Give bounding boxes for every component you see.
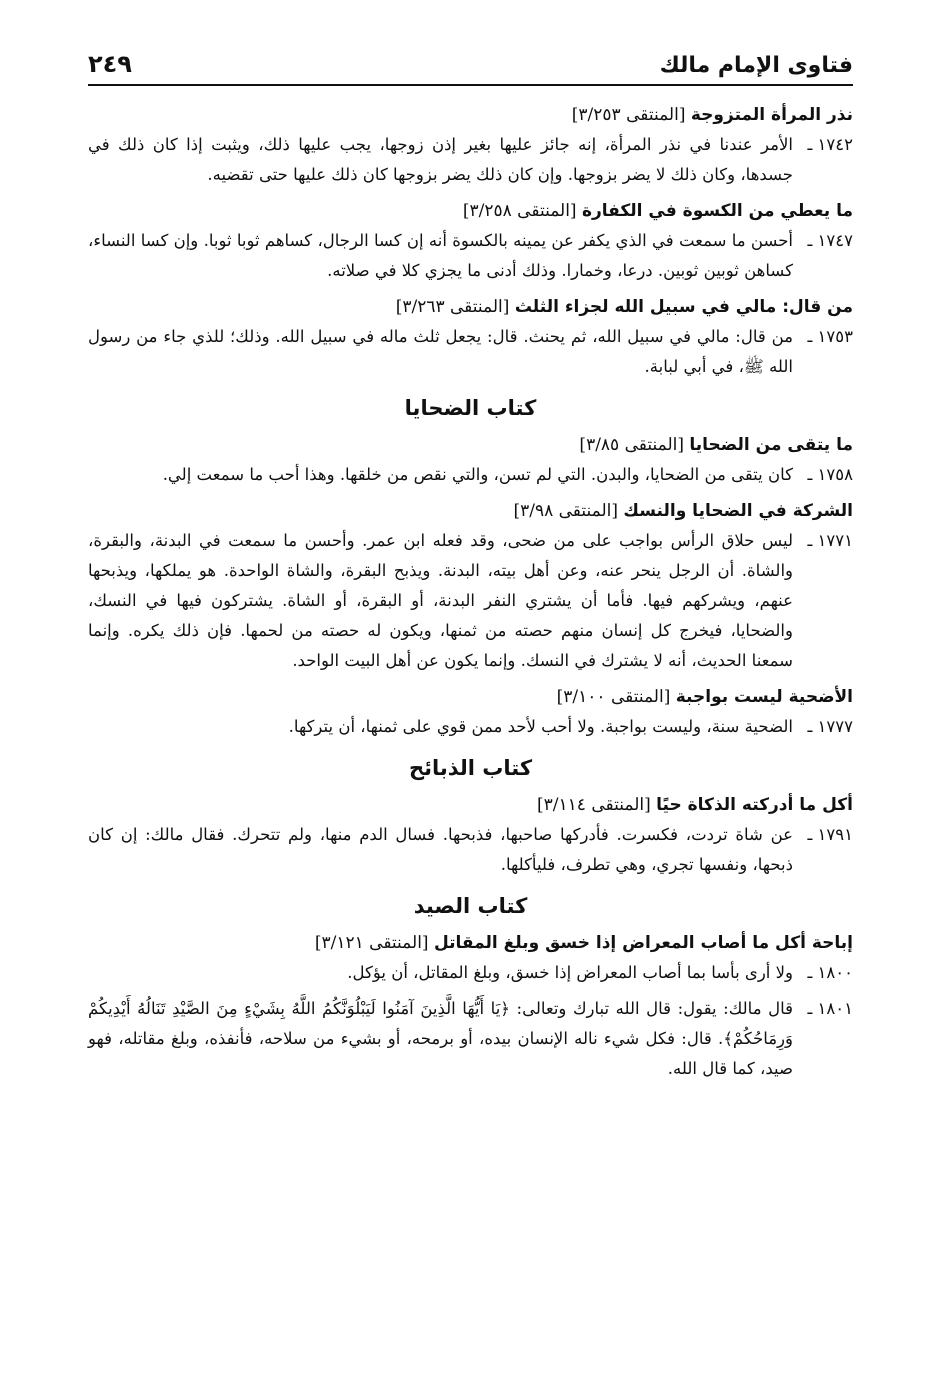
fatwa-entry [88, 958, 853, 988]
entry-text: الأمر عندنا في نذر المرأة، إنه جائز عليها بغير إذن زوجها، يجب عليها ذلك، ويثبت إذا كان ذلك في جسدها، وكان ذلك لا يضر بزوجها. وإن كان ذلك يضر بزوجها كان ذلك عليها حتى تقضيه. [88, 135, 793, 184]
page-content [88, 86, 853, 1084]
section-heading [88, 790, 853, 820]
section-reference: [المنتقى ٣/٢٦٣] [395, 297, 510, 317]
entry-text: ولا أرى بأسا بما أصاب المعراض إذا خسق، وبلغ المقاتل، أن يؤكل. [347, 963, 793, 982]
entry-number: ١٧٤٧ ـ [807, 231, 853, 250]
section-title: ما يتقى من الضحايا [689, 435, 853, 455]
fatwa-entry [88, 460, 853, 490]
entry-number: ١٧٩١ ـ [807, 825, 853, 844]
entry-number: ١٨٠١ ـ [807, 999, 853, 1018]
section-reference: [المنتقى ٣/١٠٠] [556, 687, 671, 707]
fatwa-entry [88, 994, 853, 1084]
section-title: ما يعطي من الكسوة في الكفارة [581, 201, 853, 221]
book-heading: كتاب الضحايا [404, 396, 537, 420]
section-heading [88, 496, 853, 526]
fatwa-entry [88, 820, 853, 880]
section-reference: [المنتقى ٣/١١٤] [537, 795, 651, 815]
entry-text: أحسن ما سمعت في الذي يكفر عن يمينه بالكسوة أنه إن كسا الرجال، كساهم ثوبا ثوبا. وإن كسا النساء، كساهن ثوبين ثوبين. درعا، وخمارا. وذلك أدنى ما يجزي كلا في صلاته. [88, 231, 793, 280]
page-header [88, 46, 853, 86]
section-title: الشركة في الضحايا والنسك [623, 501, 853, 521]
entry-number: ١٧٧٧ ـ [807, 717, 853, 736]
book-heading: كتاب الصيد [413, 894, 528, 918]
running-title: فتاوى الإمام مالك [659, 53, 853, 78]
section-heading [88, 100, 853, 130]
section-reference: [المنتقى ٣/١٢١] [314, 933, 429, 953]
section-title: من قال: مالي في سبيل الله لجزاء الثلث [514, 297, 853, 317]
section-heading [88, 682, 853, 712]
entry-text: من قال: مالي في سبيل الله، ثم يحنث. قال: يجعل ثلث ماله في سبيل الله. وذلك؛ للذي جاء من رسول الله ﷺ، في أبي لبابة. [88, 327, 793, 376]
entry-number: ١٧٥٣ ـ [807, 327, 853, 346]
entry-text: كان يتقى من الضحايا، والبدن. التي لم تسن، والتي نقص من خلقها. وهذا أحب ما سمعت إلي. [162, 465, 793, 484]
book-heading: كتاب الذبائح [408, 756, 533, 780]
section-title: أكل ما أدركته الذكاة حيًا [656, 795, 853, 815]
entry-text: ليس حلاق الرأس بواجب على من ضحى، وقد فعله ابن عمر. وأحسن ما سمعت في البدنة، والبقرة، والشاة. أن الرجل ينحر عنه، وعن أهل بيته، البدنة. ويذبح البقرة، والشاة الواحدة. هو يملكها، ويذبحها عنهم، ويشركهم فيها. فأما أن يشتري النفر البدنة، أو البقرة، أو الشاة. يشتركون فيها في النسك، والضحايا، فيخرج كل إنسان منهم حصته من ثمنها، ويكون له حصته من لحمها. فإن ذلك يكره. وإنما سمعنا الحديث، أنه لا يشترك في النسك. وإنما يكون عن أهل البيت الواحد. [88, 531, 793, 670]
section-title: الأضحية ليست بواجبة [675, 687, 853, 707]
fatwa-entry [88, 526, 853, 676]
section-title: نذر المرأة المتزوجة [690, 105, 853, 125]
fatwa-entry [88, 322, 853, 382]
entry-number: ١٧٧١ ـ [807, 531, 853, 550]
page-number: ٢٤٩ [88, 50, 132, 78]
section-reference: [المنتقى ٣/٩٨] [513, 501, 619, 521]
section-reference: [المنتقى ٣/٢٥٣] [571, 105, 686, 125]
entry-number: ١٨٠٠ ـ [807, 963, 853, 982]
entry-number: ١٧٥٨ ـ [807, 465, 853, 484]
section-heading [88, 430, 853, 460]
entry-number: ١٧٤٢ ـ [807, 135, 853, 154]
section-heading [88, 292, 853, 322]
fatwa-entry [88, 130, 853, 190]
entry-text: عن شاة تردت، فكسرت. فأدركها صاحبها، فذبحها. فسال الدم منها، ولم تتحرك. فقال مالك: إن كان ذبحها، ونفسها تجري، وهي تطرف، فليأكلها. [88, 825, 793, 874]
section-title: إباحة أكل ما أصاب المعراض إذا خسق وبلغ المقاتل [433, 933, 853, 953]
entry-text: قال مالك: يقول: قال الله تبارك وتعالى: ﴿يَا أَيُّهَا الَّذِينَ آمَنُوا لَيَبْلُوَنَّكُمُ اللَّهُ بِشَيْءٍ مِنَ الصَّيْدِ تَنَالُهُ أَيْدِيكُمْ وَرِمَاحُكُمْ﴾. قال: فكل شيء ناله الإنسان بيده، أو برمحه، أو بشيء من سلاحه، فأنفذه، وبلغ مقاتله، فهو صيد، كما قال الله. [88, 999, 793, 1078]
entry-text: الضحية سنة، وليست بواجبة. ولا أحب لأحد ممن قوي على ثمنها، أن يتركها. [288, 717, 793, 736]
section-reference: [المنتقى ٣/٨٥] [579, 435, 684, 455]
section-heading [88, 928, 853, 958]
fatwa-entry [88, 226, 853, 286]
fatwa-entry [88, 712, 853, 742]
section-heading [88, 196, 853, 226]
section-reference: [المنتقى ٣/٢٥٨] [462, 201, 577, 221]
